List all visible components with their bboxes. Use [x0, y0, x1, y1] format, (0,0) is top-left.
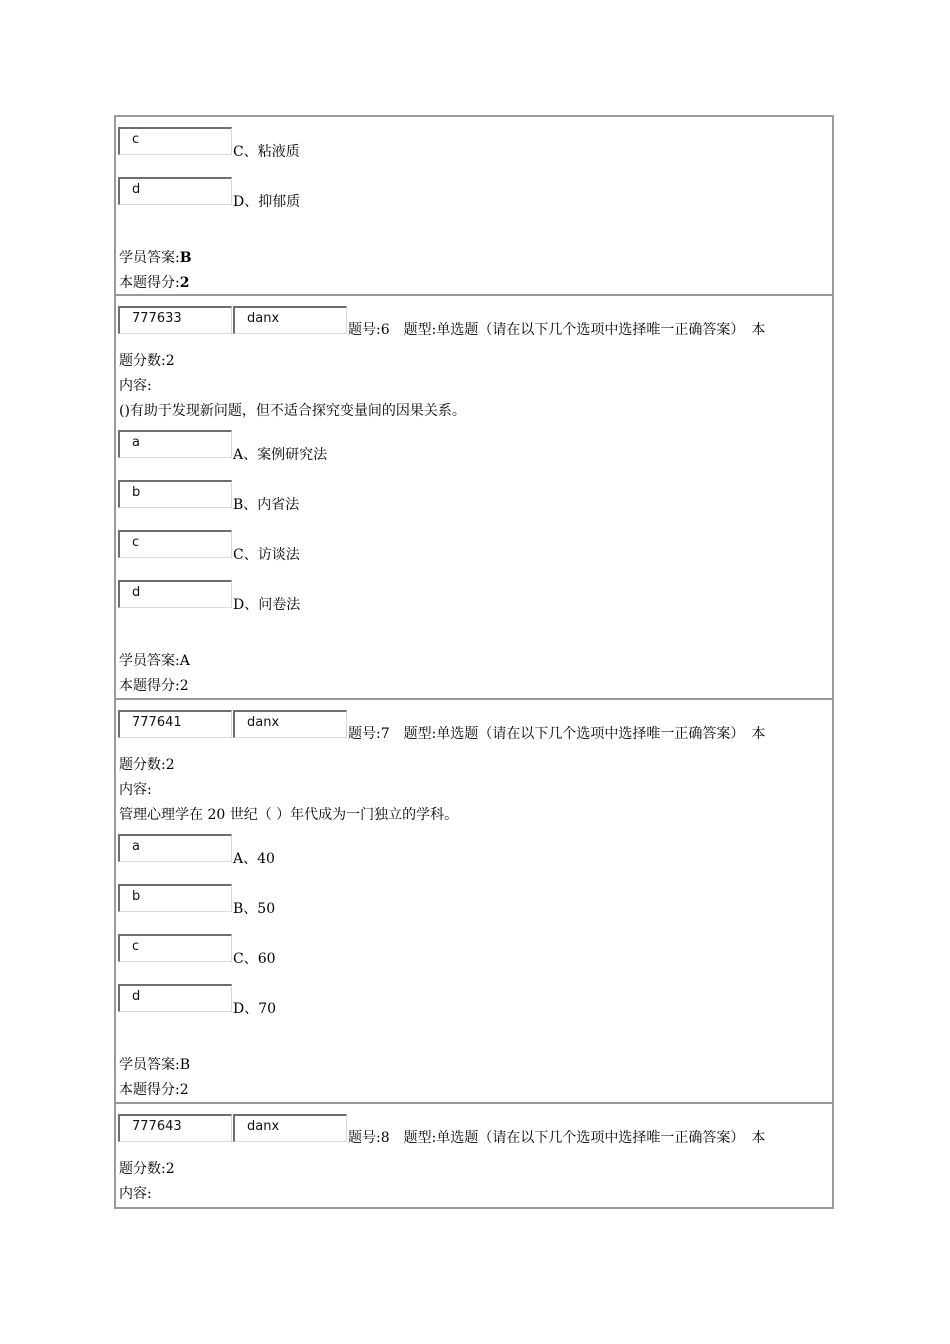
question-header: 题号:7 题型:单选题（请在以下几个选项中选择唯一正确答案） 本 — [348, 726, 766, 742]
question-kind-field[interactable]: danx — [233, 1114, 347, 1142]
option-c-field[interactable]: c — [118, 934, 232, 962]
option-c-text: C、60 — [233, 951, 276, 967]
option-c-field[interactable]: c — [118, 530, 232, 558]
question-kind-field[interactable]: danx — [233, 710, 347, 738]
option-d-field[interactable]: d — [118, 177, 232, 205]
question-score: 本题得分:2 — [119, 275, 190, 291]
student-answer: 学员答案:B — [119, 1057, 191, 1073]
student-answer: 学员答案:B — [119, 250, 192, 266]
question-stem: ()有助于发现新问题，但不适合探究变量间的因果关系。 — [119, 403, 466, 419]
option-a-text: A、40 — [233, 851, 275, 867]
option-d-field[interactable]: d — [118, 984, 232, 1012]
option-a-text: A、案例研究法 — [233, 447, 328, 463]
content-label: 内容: — [119, 782, 152, 798]
question-points: 题分数:2 — [119, 353, 175, 369]
content-label: 内容: — [119, 1186, 152, 1202]
option-b-text: B、50 — [233, 901, 276, 917]
option-c-field[interactable]: c — [118, 127, 232, 155]
question-sheet — [114, 115, 834, 1209]
question-points: 题分数:2 — [119, 757, 175, 773]
content-label: 内容: — [119, 378, 152, 394]
question-8 — [116, 1104, 832, 1207]
option-d-text: D、问卷法 — [233, 597, 301, 613]
question-score: 本题得分:2 — [119, 1082, 189, 1098]
question-points: 题分数:2 — [119, 1161, 175, 1177]
option-c-text: C、粘液质 — [233, 144, 300, 160]
question-stem: 管理心理学在 20 世纪（ ）年代成为一门独立的学科。 — [119, 807, 459, 823]
option-a-field[interactable]: a — [118, 834, 232, 862]
question-kind-field[interactable]: danx — [233, 306, 347, 334]
option-d-field[interactable]: d — [118, 580, 232, 608]
option-d-text: D、抑郁质 — [233, 194, 301, 210]
question-5-tail — [116, 117, 832, 296]
question-header: 题号:6 题型:单选题（请在以下几个选项中选择唯一正确答案） 本 — [348, 322, 766, 338]
question-7 — [116, 700, 832, 1104]
option-a-field[interactable]: a — [118, 430, 232, 458]
question-6 — [116, 296, 832, 700]
question-header: 题号:8 题型:单选题（请在以下几个选项中选择唯一正确答案） 本 — [348, 1130, 766, 1146]
student-answer: 学员答案:A — [119, 653, 190, 669]
question-id-field[interactable]: 777633 — [118, 306, 232, 334]
option-b-field[interactable]: b — [118, 480, 232, 508]
option-c-text: C、访谈法 — [233, 547, 300, 563]
question-id-field[interactable]: 777641 — [118, 710, 232, 738]
option-b-field[interactable]: b — [118, 884, 232, 912]
option-d-text: D、70 — [233, 1001, 277, 1017]
option-b-text: B、内省法 — [233, 497, 300, 513]
question-score: 本题得分:2 — [119, 678, 189, 694]
question-id-field[interactable]: 777643 — [118, 1114, 232, 1142]
